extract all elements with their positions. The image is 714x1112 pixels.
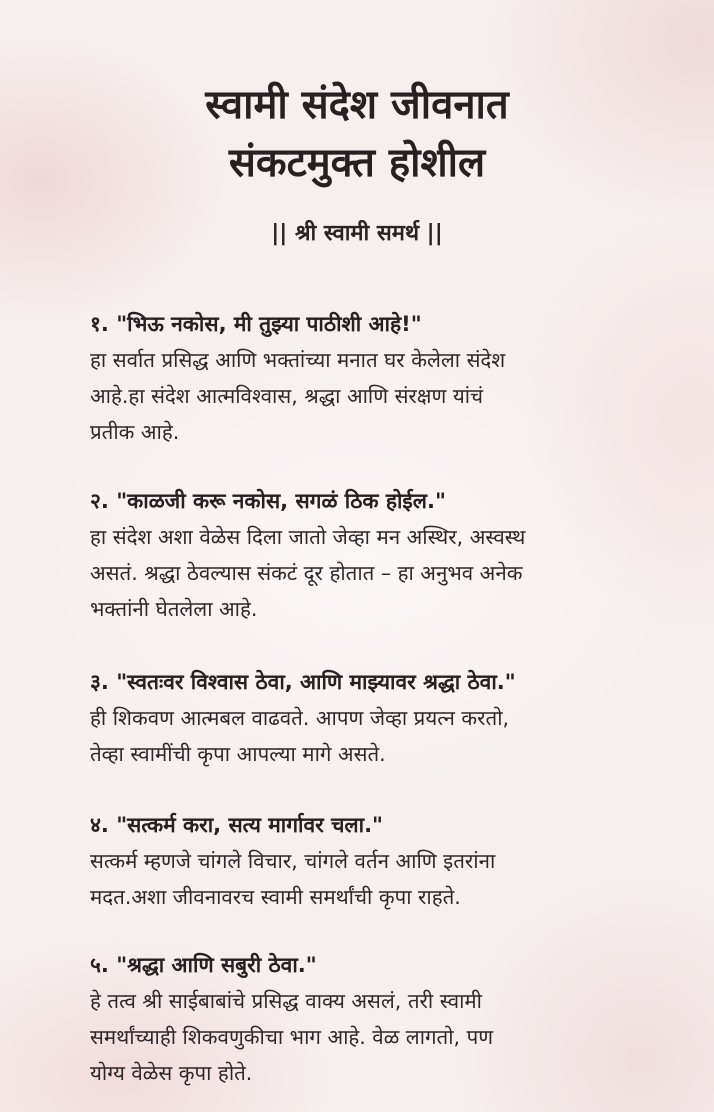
message-body xyxy=(90,700,680,772)
page-title xyxy=(0,76,714,192)
body-line: समर्थांच्याही शिकवणुकीचा भाग आहे. वेळ लागतो, पण xyxy=(90,1025,494,1049)
message-item-5 xyxy=(90,947,680,1091)
body-line: ही शिकवण आत्मबल वाढवते. आपण जेव्हा प्रयत्न करतो, xyxy=(90,706,510,730)
body-line: प्रतीक आहे. xyxy=(90,420,180,444)
title-line-2: संकटमुक्त होशील xyxy=(228,140,486,186)
message-heading: ३. "स्वतःवर विश्वास ठेवा, आणि माझ्यावर श्रद्धा ठेवा." xyxy=(90,670,516,694)
title-line-1: स्वामी संदेश जीवनात xyxy=(205,82,509,128)
invocation-subtitle: || श्री स्वामी समर्थ || xyxy=(271,221,443,246)
message-item-2 xyxy=(90,483,680,627)
body-line: मदत.अशा जीवनावरच स्वामी समर्थांची कृपा राहते. xyxy=(90,885,461,909)
body-line: आहे.हा संदेश आत्मविश्वास, श्रद्धा आणि संरक्षण यांचं xyxy=(90,384,484,408)
message-heading: ५. "श्रद्धा आणि सबुरी ठेवा." xyxy=(90,953,317,977)
message-item-3 xyxy=(90,664,680,772)
body-line: योग्य वेळेस कृपा होते. xyxy=(90,1061,253,1085)
body-line: हे तत्व श्री साईबाबांचे प्रसिद्ध वाक्य असलं, तरी स्वामी xyxy=(90,989,482,1013)
message-item-4 xyxy=(90,807,680,915)
message-item-1 xyxy=(90,306,680,450)
body-line: हा संदेश अशा वेळेस दिला जातो जेव्हा मन अस्थिर, अस्वस्थ xyxy=(90,525,526,549)
message-heading: १. "भिऊ नकोस, मी तुझ्या पाठीशी आहे!" xyxy=(90,312,422,336)
message-body xyxy=(90,519,680,627)
message-heading: ४. "सत्कर्म करा, सत्य मार्गावर चला." xyxy=(90,813,383,837)
message-body xyxy=(90,843,680,915)
body-line: भक्तांनी घेतलेला आहे. xyxy=(90,597,258,621)
body-line: तेव्हा स्वामींची कृपा आपल्या मागे असते. xyxy=(90,742,386,766)
message-heading: २. "काळजी करू नकोस, सगळं ठिक होईल." xyxy=(90,489,446,513)
message-body xyxy=(90,342,680,450)
body-line: असतं. श्रद्धा ठेवल्यास संकटं दूर होतात – हा अनुभव अनेक xyxy=(90,561,523,585)
body-line: सत्कर्म म्हणजे चांगले विचार, चांगले वर्तन आणि इतरांना xyxy=(90,849,496,873)
message-body xyxy=(90,983,680,1091)
body-line: हा सर्वात प्रसिद्ध आणि भक्तांच्या मनात घर केलेला संदेश xyxy=(90,348,506,372)
